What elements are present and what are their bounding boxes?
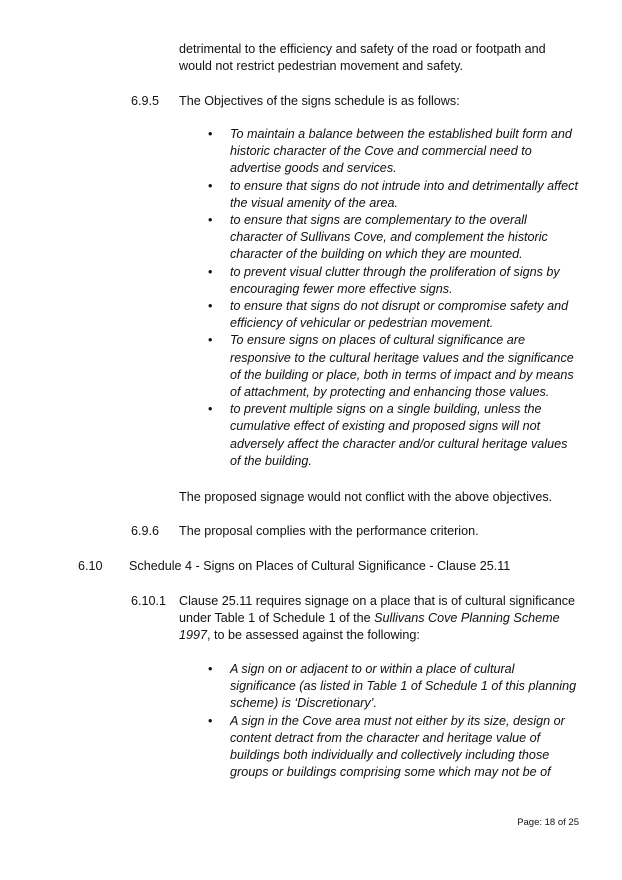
list-item: • to prevent multiple signs on a single building, unless the cumulative effect of existing and proposed signs will not adversely affect the character and/or cultural heritage values of the building. [208,402,568,468]
list-item: • A sign in the Cove area must not either by its size, design or content detract from the character and heritage value of buildings both individually and collectively including those groups or buildings comprising some which may not be of [208,713,565,780]
bullet-icon: • [208,662,213,676]
bullet-icon: • [208,264,213,279]
section-number-6-10: 6.10 [78,559,103,573]
criteria-list [208,661,580,781]
section-number-6-10-1: 6.10.1 [131,594,167,608]
list-item: • A sign on or adjacent to or within a place of cultural significance (as listed in Table 1 of Schedule 1 of this planning scheme) is ‘Discretionary’. [208,662,577,711]
bullet-icon: • [208,213,213,228]
section-number-6-9-6: 6.9.6 [131,524,160,538]
section-text-6-10-1: Clause 25.11 requires signage on a place that is of cultural significance under Table 1 of Schedule 1 of the Sullivans Cove Planning Scheme 1997, to be assessed against the following: [179,594,576,643]
section-text-6-9-5: The Objectives of the signs schedule is as follows: [179,94,460,108]
list-item: • to ensure that signs are complementary to the overall character of Sullivans Cove, and complement the historic character of the building on which they are mounted. [208,213,548,262]
page-number: Page: 18 of 25 [517,817,579,828]
list-item: • to ensure that signs do not intrude into and detrimentally affect the visual amenity of the area. [208,178,578,210]
list-item: • to ensure that signs do not disrupt or compromise safety and efficiency of vehicular or pedestrian movement. [208,299,569,331]
bullet-icon: • [208,299,213,314]
planning-scheme-title: Sullivans Cove Planning Scheme 1997 [179,611,560,643]
bullet-icon: • [208,402,213,417]
section-text-6-9-6: The proposal complies with the performance criterion. [179,524,479,538]
bullet-icon: • [208,178,213,193]
objectives-list [208,126,580,470]
bullet-icon: • [208,333,213,348]
list-item: • to prevent visual clutter through the proliferation of signs by encouraging fewer more effective signs. [208,264,560,296]
bullet-icon: • [208,127,213,141]
section-number-6-9-5: 6.9.5 [131,94,160,108]
list-item: • To maintain a balance between the established built form and historic character of the Cove and commercial need to advertise goods and services. [208,127,572,176]
continuation-paragraph: detrimental to the efficiency and safety of the road or footpath and would not restrict pedestrian movement and safety. [179,42,546,74]
objectives-conclusion: The proposed signage would not conflict with the above objectives. [179,490,553,504]
list-item: • To ensure signs on places of cultural significance are responsive to the cultural heritage values and the significance of the building or place, both in terms of impact and by means of attachment, by protecting and enhancing those values. [208,333,574,400]
section-heading-6-10: Schedule 4 - Signs on Places of Cultural Significance - Clause 25.11 [129,559,511,573]
bullet-icon: • [208,713,213,728]
